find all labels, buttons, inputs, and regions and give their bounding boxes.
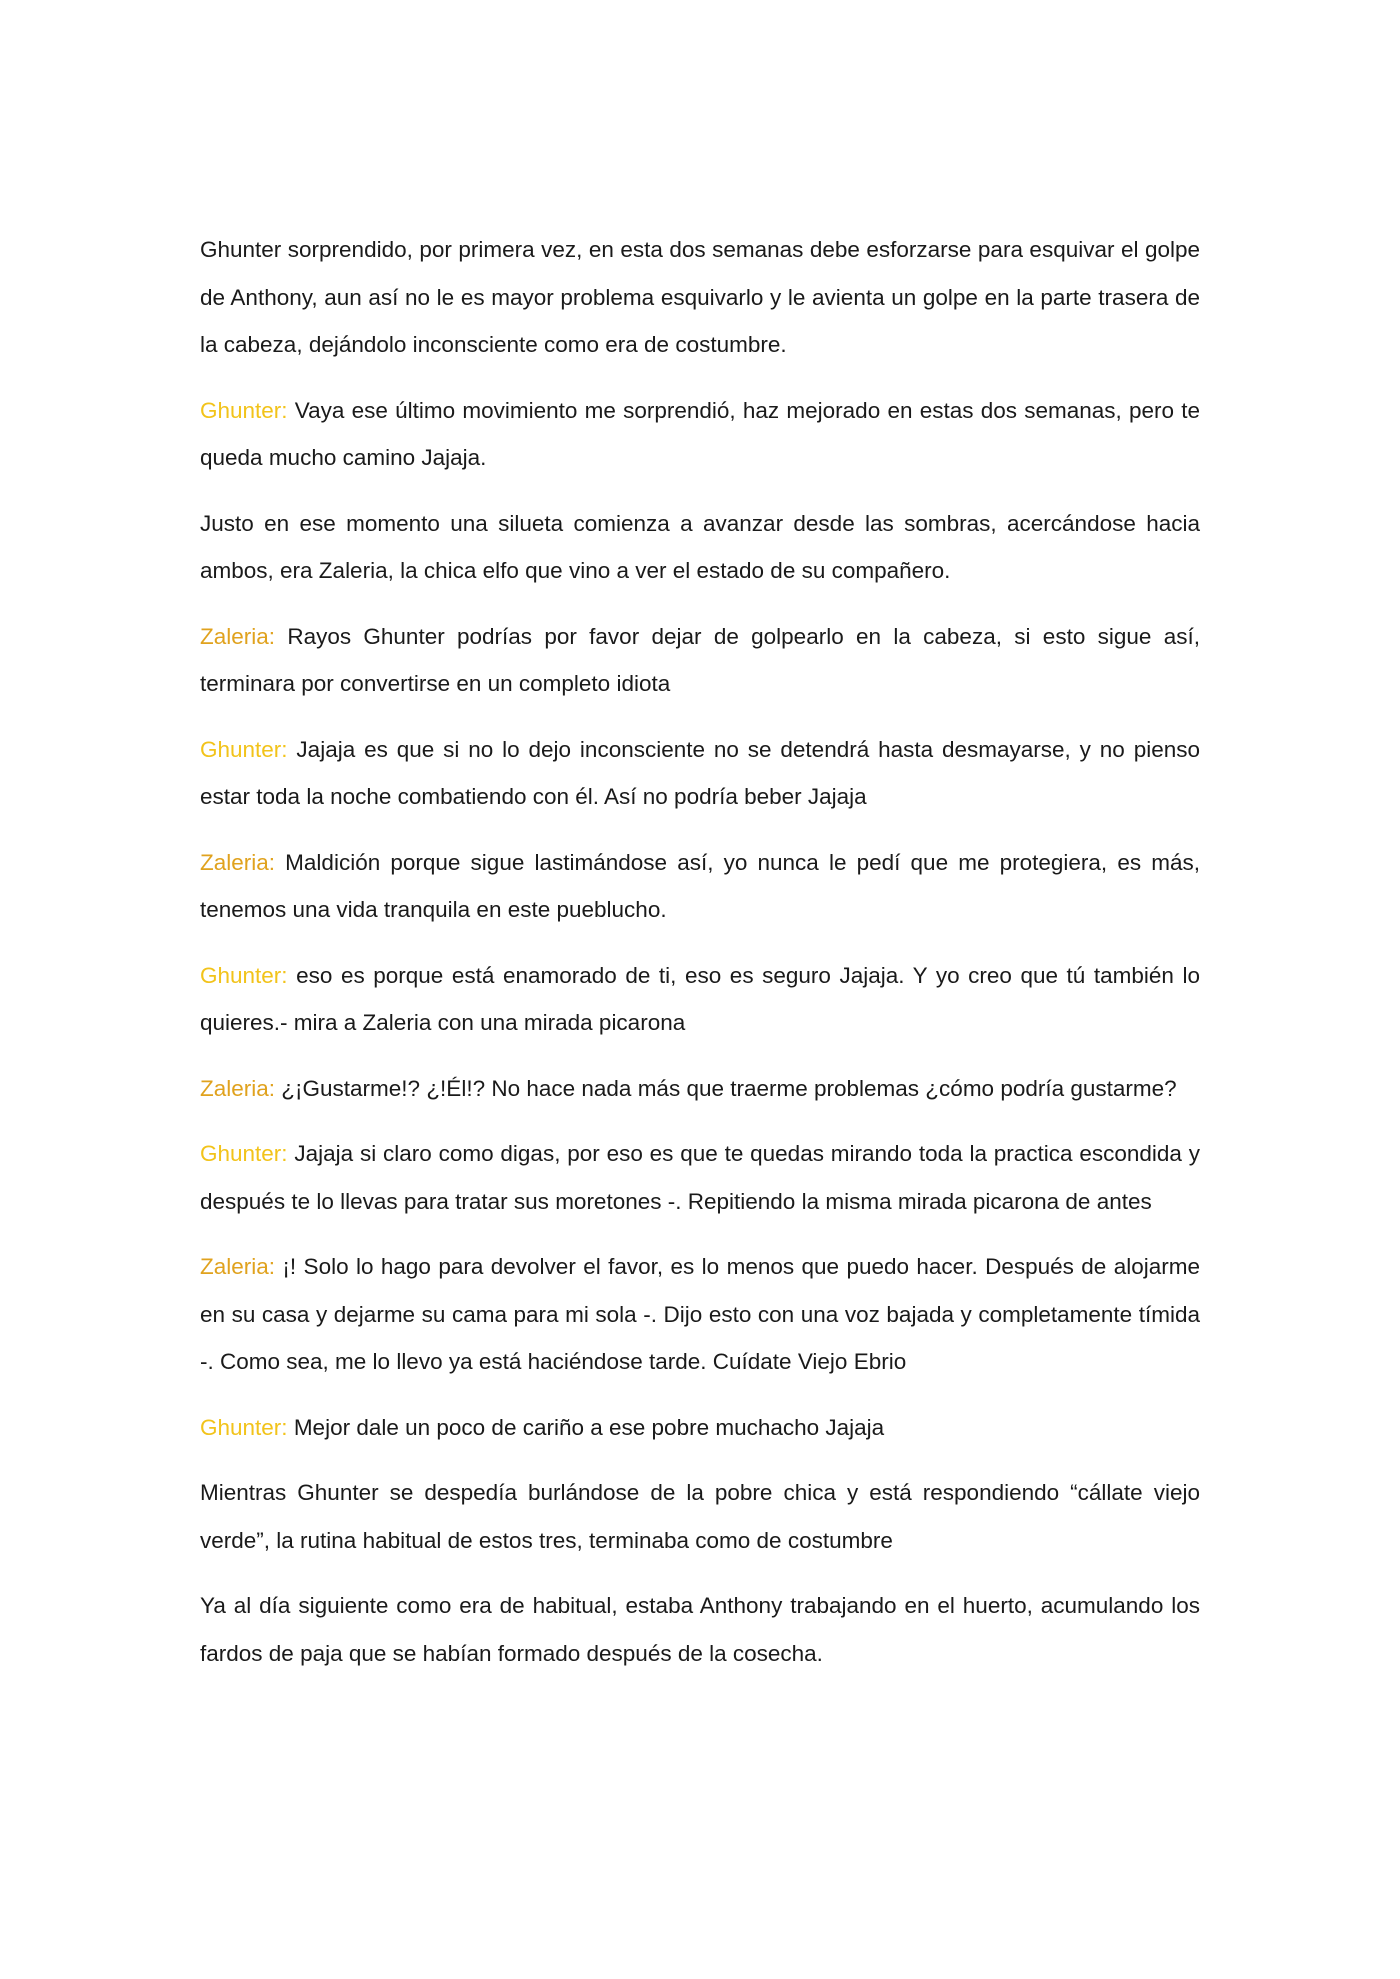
dialogue-paragraph — [200, 613, 1200, 708]
paragraph-text: Ya al día siguiente como era de habitual, estaba Anthony trabajando en el huerto, acumulando los fardos de paja que se habían formado después de la cosecha. — [200, 1593, 1200, 1666]
speaker-label-zaleria: Zaleria: — [200, 1254, 276, 1279]
dialogue-paragraph — [200, 1404, 1200, 1452]
story-text-body — [200, 226, 1200, 1695]
speaker-label-zaleria: Zaleria: — [200, 623, 276, 649]
paragraph-text: Mejor dale un poco de cariño a ese pobre muchacho Jajaja — [287, 1414, 885, 1440]
narration-paragraph — [200, 1582, 1200, 1677]
paragraph-text: Maldición porque sigue lastimándose así, yo nunca le pedí que me protegiera, es más, tenemos una vida tranquila en este pueblucho. — [200, 849, 1200, 922]
paragraph-text: Vaya ese último movimiento me sorprendió, haz mejorado en estas dos semanas, pero te queda mucho camino Jajaja. — [200, 397, 1200, 470]
speaker-label-zaleria: Zaleria: — [200, 849, 276, 875]
speaker-label-ghunter: Ghunter: — [200, 962, 288, 988]
paragraph-text: Jajaja es que si no lo dejo inconsciente no se detendrá hasta desmayarse, y no pienso estar toda la noche combatiendo con él. Así no podría beber Jajaja — [200, 736, 1200, 809]
paragraph-text: Jajaja si claro como digas, por eso es que te quedas mirando toda la practica escondida y después te lo llevas para tratar sus moretones -. Repitiendo la misma mirada picarona de antes — [200, 1141, 1200, 1214]
paragraph-text: Mientras Ghunter se despedía burlándose de la pobre chica y está respondiendo “cállate viejo verde”, la rutina habitual de estos tres, terminaba como de costumbre — [200, 1480, 1200, 1553]
speaker-label-zaleria: Zaleria: — [200, 1075, 276, 1101]
speaker-label-ghunter: Ghunter: — [200, 397, 288, 423]
paragraph-text: ¿¡Gustarme!? ¿!Él!? No hace nada más que traerme problemas ¿cómo podría gustarme? — [275, 1075, 1177, 1101]
paragraph-text: Ghunter sorprendido, por primera vez, en esta dos semanas debe esforzarse para esquivar el golpe de Anthony, aun así no le es mayor problema esquivarlo y le avienta un golpe en la parte trasera de la cabeza, dejándolo inconsciente como era de costumbre. — [200, 237, 1200, 357]
dialogue-paragraph — [200, 387, 1200, 482]
dialogue-paragraph — [200, 1243, 1200, 1386]
speaker-label-ghunter: Ghunter: — [200, 1141, 288, 1166]
paragraph-text: Justo en ese momento una silueta comienza a avanzar desde las sombras, acercándose hacia ambos, era Zaleria, la chica elfo que vino a ver el estado de su compañero. — [200, 510, 1200, 583]
speaker-label-ghunter: Ghunter: — [200, 1414, 288, 1440]
dialogue-paragraph — [200, 839, 1200, 934]
dialogue-paragraph — [200, 1065, 1200, 1113]
paragraph-text: eso es porque está enamorado de ti, eso es seguro Jajaja. Y yo creo que tú también lo quieres.- mira a Zaleria con una mirada picarona — [200, 962, 1200, 1035]
narration-paragraph — [200, 1469, 1200, 1564]
narration-paragraph — [200, 226, 1200, 369]
paragraph-text: ¡! Solo lo hago para devolver el favor, es lo menos que puedo hacer. Después de alojarme en su casa y dejarme su cama para mi sola -. Dijo esto con una voz bajada y completamente tímida -. Como sea, me lo llevo ya está haciéndose tarde. Cuídate Viejo Ebrio — [200, 1254, 1200, 1374]
speaker-label-ghunter: Ghunter: — [200, 736, 288, 762]
paragraph-text: Rayos Ghunter podrías por favor dejar de golpearlo en la cabeza, si esto sigue así, terminara por convertirse en un completo idiota — [200, 623, 1200, 696]
dialogue-paragraph — [200, 1130, 1200, 1225]
dialogue-paragraph — [200, 726, 1200, 821]
narration-paragraph — [200, 500, 1200, 595]
dialogue-paragraph — [200, 952, 1200, 1047]
